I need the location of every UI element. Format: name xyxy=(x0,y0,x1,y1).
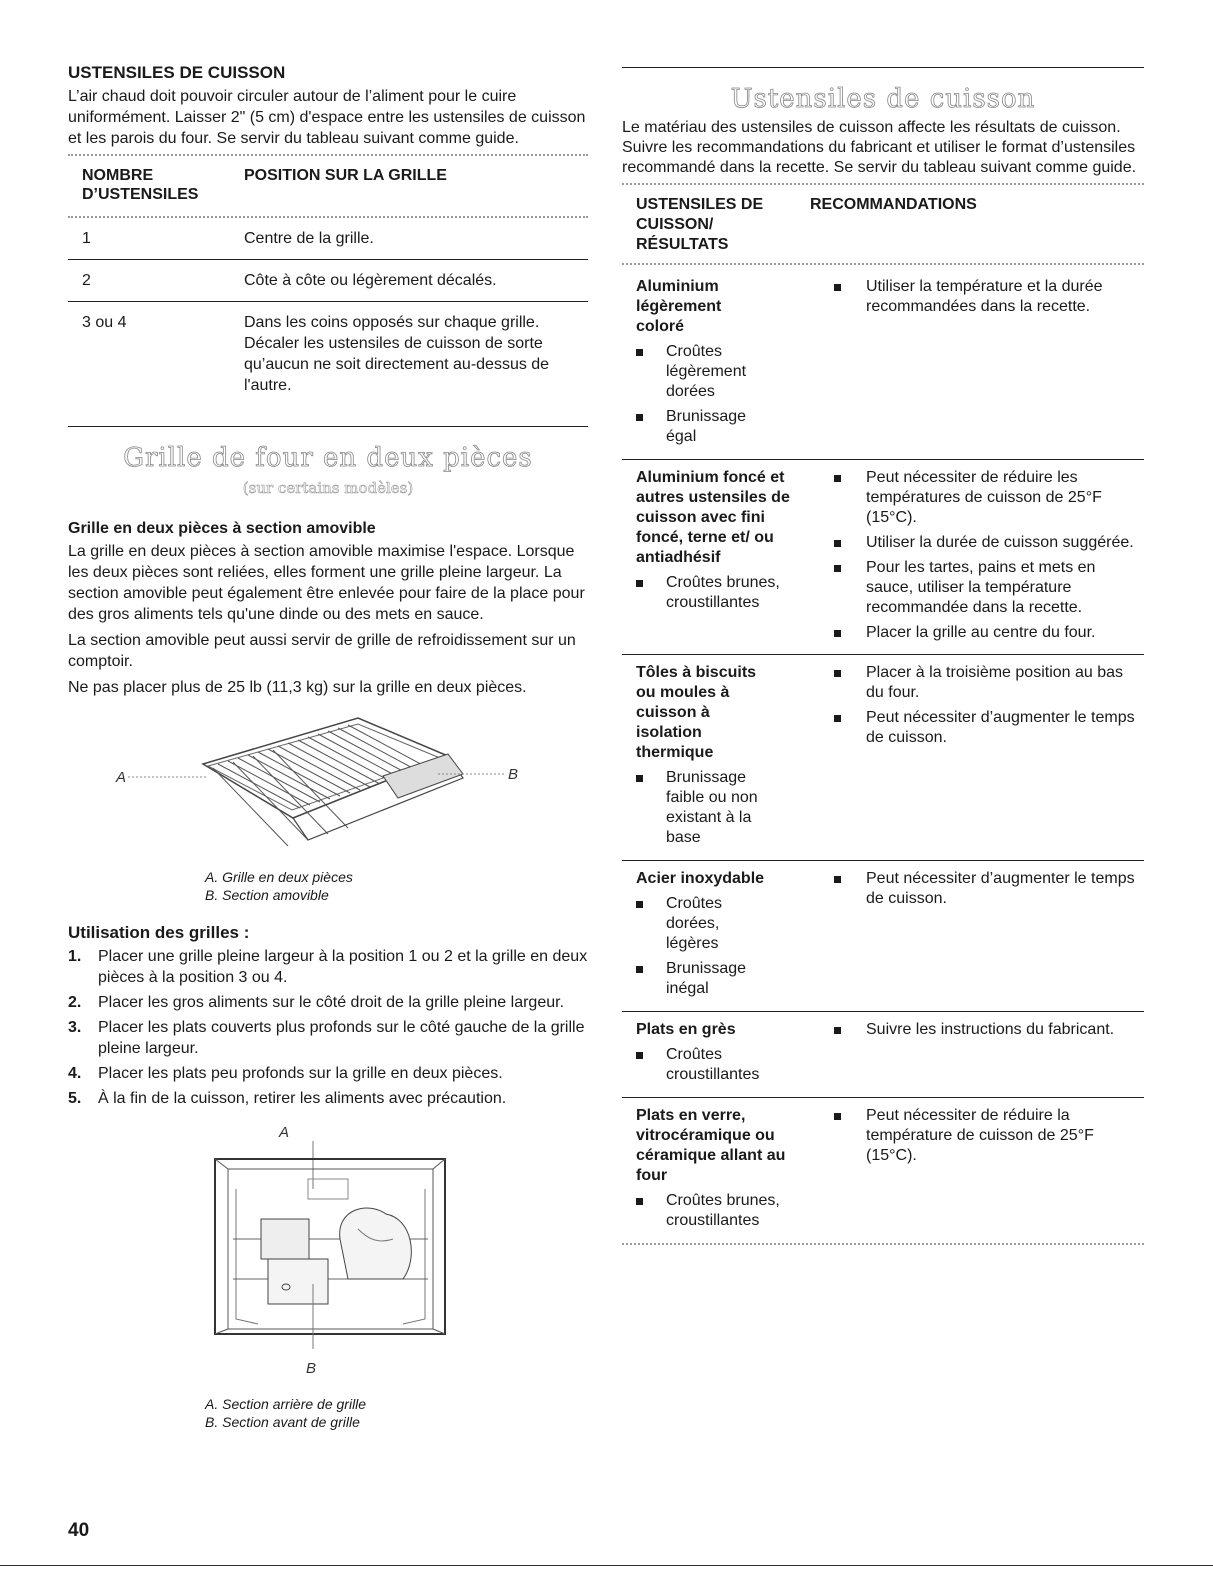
list-item xyxy=(68,1063,588,1084)
bullet-icon xyxy=(834,670,841,677)
callout-a: A xyxy=(279,1124,290,1141)
rec-text: Suivre les instructions du fabricant. xyxy=(866,1021,1115,1038)
result-text: Brunissage inégal xyxy=(666,960,747,997)
bullet-icon xyxy=(834,876,841,883)
result-text: Croûtes dorées, légères xyxy=(666,895,723,952)
section-heading: USTENSILES DE CUISSON xyxy=(68,63,286,82)
bullet-icon xyxy=(834,284,841,291)
result-bullet xyxy=(636,768,816,848)
table-cell-count: 2 xyxy=(82,272,91,289)
bullet-icon xyxy=(834,1027,841,1034)
caption-a: A. Section arrière de grille xyxy=(205,1396,367,1412)
list-item xyxy=(68,1017,588,1059)
paragraph: Ne pas placer plus de 25 lb (11,3 kg) sur la grille en deux pièces. xyxy=(68,679,527,696)
result-bullet xyxy=(636,1045,816,1085)
rec-bullet xyxy=(834,663,1144,703)
divider xyxy=(68,154,588,156)
rec-text: Peut nécessiter d’augmenter le temps de cuisson. xyxy=(866,870,1135,907)
rec-bullet xyxy=(834,869,1144,909)
section-subtitle: (sur certains modèles) xyxy=(242,479,414,497)
rec-bullet xyxy=(834,468,1144,528)
cookware-name: Acier inoxydable xyxy=(636,870,765,887)
divider xyxy=(622,1243,1144,1245)
table-row xyxy=(622,460,1144,654)
rec-bullet xyxy=(834,623,1144,643)
callout-b: B xyxy=(306,1360,317,1377)
step-text: Placer les plats couverts plus profonds sur le côté gauche de la grille pleine largeur. xyxy=(98,1019,585,1057)
cookware-name: Aluminium légèrement coloré xyxy=(636,278,722,335)
rack-table xyxy=(68,166,588,406)
rec-text: Placer la grille au centre du four. xyxy=(866,624,1096,641)
recommendation-cell xyxy=(816,869,1144,999)
page-number: 40 xyxy=(68,1520,90,1541)
recommendation-cell xyxy=(816,663,1144,848)
bullet-icon xyxy=(834,1113,841,1120)
step-text: Placer une grille pleine largeur à la position 1 ou 2 et la grille en deux pièces à la position 3 ou 4. xyxy=(98,948,588,986)
bullet-icon xyxy=(636,1052,643,1059)
rec-text: Pour les tartes, pains et mets en sauce, utiliser la température recommandée dans la recette. xyxy=(866,559,1096,616)
result-bullet xyxy=(636,894,816,954)
rec-text: Peut nécessiter d’augmenter le temps de cuisson. xyxy=(866,709,1135,746)
result-bullet xyxy=(636,1191,816,1231)
recommendation-cell xyxy=(816,1106,1144,1231)
rack-drawing xyxy=(68,706,588,866)
table-header-recs: RECOMMANDATIONS xyxy=(810,196,977,213)
step-number: 4. xyxy=(68,1065,82,1082)
bullet-icon xyxy=(636,580,643,587)
section-title: Grille de four en deux pièces xyxy=(123,443,533,473)
result-text: Croûtes légèrement dorées xyxy=(666,343,747,400)
divider xyxy=(622,183,1144,185)
recommendation-cell xyxy=(816,1020,1144,1085)
bullet-icon xyxy=(834,540,841,547)
result-text: Brunissage faible ou non existant à la base xyxy=(666,769,758,846)
step-number: 1. xyxy=(68,948,82,965)
table-cell-position: Côte à côte ou légèrement décalés. xyxy=(244,272,497,289)
table-row xyxy=(622,1012,1144,1097)
table-cell-count: 1 xyxy=(82,230,91,247)
paragraph: La grille en deux pièces à section amovible maximise l'espace. Lorsque les deux pièces sont reliées, elles forment une grille pleine largeur. La section amovible peut également être enlevée pour faire de la place pour des gros aliments tels qu'une dinde ou des mets en sauce. xyxy=(68,543,585,623)
cookware-cell xyxy=(636,663,816,848)
callout-b: B xyxy=(508,766,519,783)
section-divider xyxy=(68,426,588,427)
rec-text: Placer à la troisième position au bas du four. xyxy=(866,664,1124,701)
left-column xyxy=(68,0,588,1431)
result-text: Brunissage égal xyxy=(666,408,747,445)
result-bullet xyxy=(636,407,816,447)
bullet-icon xyxy=(636,414,643,421)
rec-text: Utiliser la température et la durée recommandées dans la recette. xyxy=(866,278,1103,315)
step-number: 3. xyxy=(68,1019,82,1036)
bullet-icon xyxy=(834,475,841,482)
cookware-cell xyxy=(636,277,816,447)
step-text: Placer les gros aliments sur le côté droit de la grille pleine largeur. xyxy=(98,994,565,1011)
rec-bullet xyxy=(834,708,1144,748)
table-header-position: POSITION SUR LA GRILLE xyxy=(244,167,447,184)
intro-paragraph: Le matériau des ustensiles de cuisson affecte les résultats de cuisson. Suivre les recommandations du fabricant et utiliser le format d’ustensiles recommandé dans la recette. Se servir du tableau suivant comme guide. xyxy=(622,119,1137,176)
bullet-icon xyxy=(636,966,643,973)
cookware-name: Aluminium foncé et autres ustensiles de cuisson avec fini foncé, terne et/ ou antiadhésif xyxy=(636,469,790,566)
subheading: Grille en deux pièces à section amovible xyxy=(68,520,376,537)
rec-bullet xyxy=(834,533,1144,553)
rec-bullet xyxy=(834,558,1144,618)
bullet-icon xyxy=(636,901,643,908)
result-text: Croûtes croustillantes xyxy=(666,1046,760,1083)
table-header-count: NOMBRE D’USTENSILES xyxy=(82,167,199,203)
figure-caption xyxy=(68,868,588,904)
cookware-cell xyxy=(636,468,816,648)
result-bullet xyxy=(636,573,816,613)
cookware-cell xyxy=(636,1020,816,1085)
rec-text: Peut nécessiter de réduire les températures de cuisson de 25°F (15°C). xyxy=(866,469,1102,526)
table-cell-position: Centre de la grille. xyxy=(244,230,374,247)
bullet-icon xyxy=(636,349,643,356)
table-header-cookware: USTENSILES DE CUISSON/ RÉSULTATS xyxy=(636,196,764,253)
result-text: Croûtes brunes, croustillantes xyxy=(666,1192,780,1229)
bullet-icon xyxy=(636,1198,643,1205)
result-text: Croûtes brunes, croustillantes xyxy=(666,574,780,611)
step-number: 2. xyxy=(68,994,82,1011)
caption-b: B. Section avant de grille xyxy=(205,1414,360,1430)
table-header xyxy=(68,166,588,204)
rec-bullet xyxy=(834,1020,1144,1040)
rec-bullet xyxy=(834,277,1144,317)
table-row xyxy=(622,1098,1144,1243)
cookware-cell xyxy=(636,1106,816,1231)
rec-bullet xyxy=(834,1106,1144,1166)
recommendation-cell xyxy=(816,277,1144,447)
bullet-icon xyxy=(834,565,841,572)
right-column xyxy=(622,0,1144,1245)
table-row xyxy=(622,861,1144,1011)
section-divider xyxy=(622,67,1144,68)
recommendation-cell xyxy=(816,468,1144,648)
step-text: Placer les plats peu profonds sur la grille en deux pièces. xyxy=(98,1065,503,1082)
step-number: 5. xyxy=(68,1090,82,1107)
result-bullet xyxy=(636,959,816,999)
rack-illustration xyxy=(68,706,588,866)
table-row xyxy=(68,260,588,301)
table-cell-position: Dans les coins opposés sur chaque grille. Décaler les ustensiles de cuisson de sorte qu’aucun ne soit directement au-dessus de l'autre. xyxy=(244,314,550,394)
result-bullet xyxy=(636,342,816,402)
cookware-name: Tôles à biscuits ou moules à cuisson à isolation thermique xyxy=(636,664,757,761)
paragraph: La section amovible peut aussi servir de grille de refroidissement sur un comptoir. xyxy=(68,632,576,670)
list-item xyxy=(68,946,588,988)
oven-drawing xyxy=(68,1119,588,1389)
bullet-icon xyxy=(834,630,841,637)
cookware-cell xyxy=(636,869,816,999)
step-text: À la fin de la cuisson, retirer les aliments avec précaution. xyxy=(98,1090,507,1107)
table-header xyxy=(622,195,1144,255)
intro-paragraph: L’air chaud doit pouvoir circuler autour de l’aliment pour le cuire uniformément. Laisser 2" (5 cm) d'espace entre les ustensiles de cuisson et les parois du four. Se servir du tableau suivant comme guide. xyxy=(68,88,586,147)
table-row xyxy=(68,218,588,259)
section-title: Ustensiles de cuisson xyxy=(730,84,1036,114)
bullet-icon xyxy=(834,715,841,722)
caption-a: A. Grille en deux pièces xyxy=(205,869,353,885)
callout-a: A xyxy=(116,769,127,786)
figure-caption xyxy=(68,1395,588,1431)
cookware-name: Plats en verre, vitrocéramique ou céramique allant au four xyxy=(636,1107,786,1184)
list-item xyxy=(68,992,588,1013)
caption-b: B. Section amovible xyxy=(205,887,329,903)
rec-text: Utiliser la durée de cuisson suggérée. xyxy=(866,534,1134,551)
rec-text: Peut nécessiter de réduire la température de cuisson de 25°F (15°C). xyxy=(866,1107,1094,1164)
table-row xyxy=(622,265,1144,459)
table-row xyxy=(68,302,588,406)
bullet-icon xyxy=(636,775,643,782)
cookware-name: Plats en grès xyxy=(636,1021,736,1038)
oven-illustration xyxy=(68,1119,588,1389)
table-cell-count: 3 ou 4 xyxy=(82,314,127,331)
table-row xyxy=(622,655,1144,860)
usage-heading: Utilisation des grilles : xyxy=(68,923,250,942)
list-item xyxy=(68,1088,588,1109)
steps-list xyxy=(68,946,588,1109)
footer-rule xyxy=(0,1565,1213,1566)
